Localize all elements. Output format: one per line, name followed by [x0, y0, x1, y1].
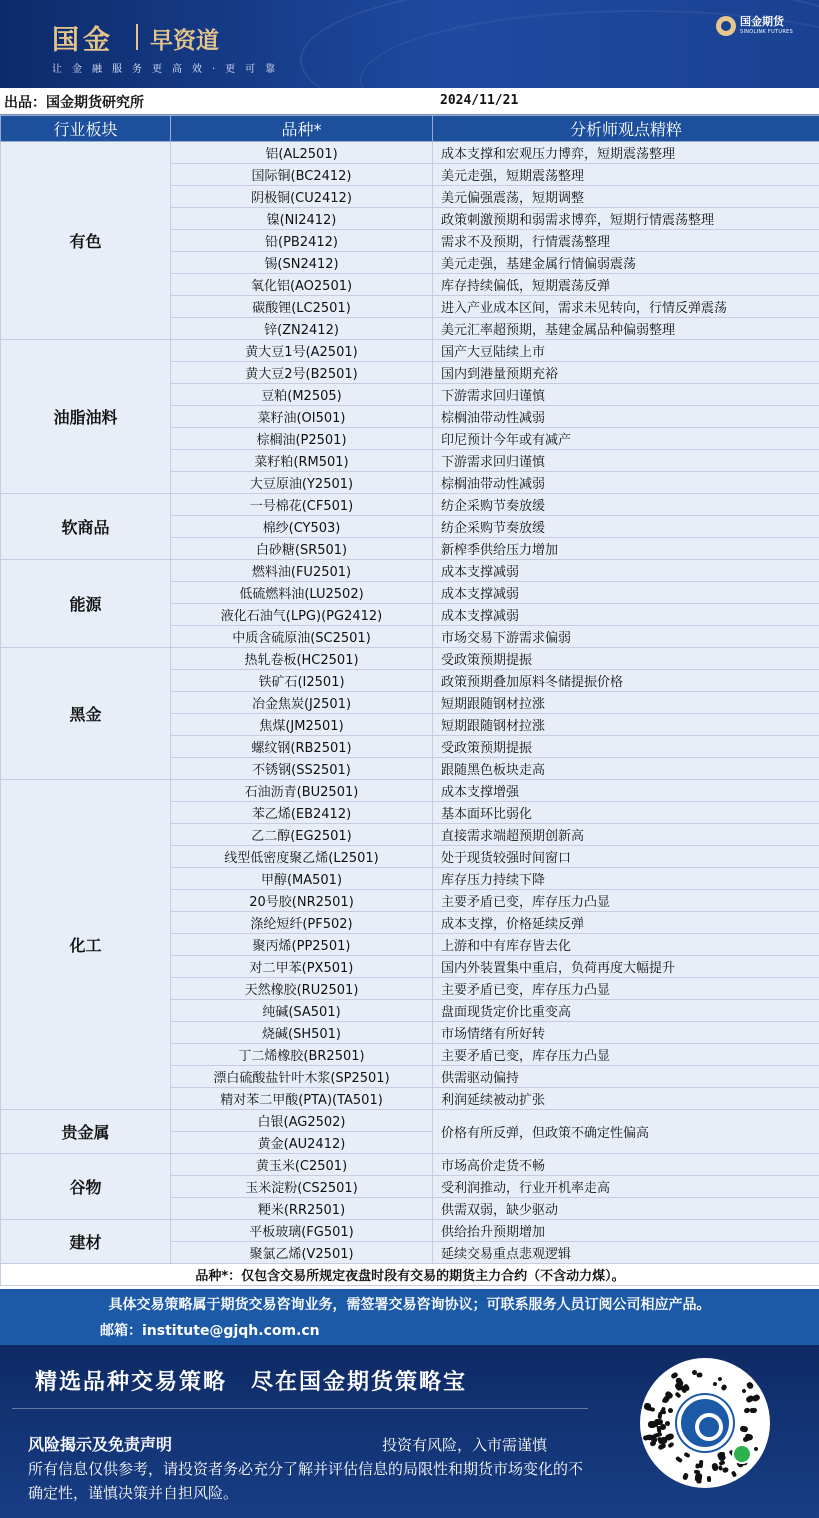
sector-cell: 贵金属 — [1, 1110, 171, 1154]
promo-banner: 精选品种交易策略 尽在国金期货策略宝 — [35, 1370, 468, 1395]
brand-mark-icon — [716, 16, 736, 36]
table-row — [1, 142, 819, 164]
qr-dot — [674, 1392, 681, 1399]
qr-dot — [722, 1467, 730, 1474]
slogan: 让金融服务更高效·更可靠 — [52, 64, 286, 75]
qr-dot — [654, 1423, 658, 1427]
view-cell: 跟随黑色板块走高 — [433, 758, 819, 780]
product-cell: 平板玻璃(FG501) — [171, 1220, 433, 1242]
view-cell: 印尼预计今年或有减产 — [433, 428, 819, 450]
view-cell: 下游需求回归谨慎 — [433, 450, 819, 472]
view-cell: 市场交易下游需求偏弱 — [433, 626, 819, 648]
product-cell: 铅(PB2412) — [171, 230, 433, 252]
product-cell: 黄大豆1号(A2501) — [171, 340, 433, 362]
product-cell: 黄玉米(C2501) — [171, 1154, 433, 1176]
view-cell: 棕榈油带动性减弱 — [433, 406, 819, 428]
qr-dot — [682, 1473, 689, 1481]
view-cell: 成本支撑减弱 — [433, 582, 819, 604]
view-cell: 成本支撑，价格延续反弹 — [433, 912, 819, 934]
table-row — [1, 1154, 819, 1176]
view-cell: 价格有所反弹，但政策不确定性偏高 — [433, 1110, 819, 1154]
product-cell: 燃料油(FU2501) — [171, 560, 433, 582]
view-cell: 基本面环比弱化 — [433, 802, 819, 824]
view-cell: 受政策预期提振 — [433, 736, 819, 758]
footnote-row — [1, 1264, 819, 1286]
qr-dot — [711, 1463, 719, 1472]
qr-dot — [667, 1407, 673, 1413]
sector-cell: 黑金 — [1, 648, 171, 780]
qr-dot — [744, 1432, 753, 1440]
table-row — [1, 1220, 819, 1242]
table-row — [1, 648, 819, 670]
product-cell: 白砂糖(SR501) — [171, 538, 433, 560]
qr-dot — [649, 1440, 656, 1447]
view-cell: 政策刺激预期和弱需求博弈，短期行情震荡整理 — [433, 208, 819, 230]
product-cell: 白银(AG2502) — [171, 1110, 433, 1132]
view-cell: 成本支撑和宏观压力博弈，短期震荡整理 — [433, 142, 819, 164]
brand-name-en: SINOLINK FUTURES — [740, 29, 794, 35]
product-cell: 涤纶短纤(PF502) — [171, 912, 433, 934]
view-cell: 国内外装置集中重启，负荷再度大幅提升 — [433, 956, 819, 978]
view-cell: 纺企采购节奏放缓 — [433, 494, 819, 516]
header-view: 分析师观点精粹 — [433, 116, 819, 142]
view-cell: 下游需求回归谨慎 — [433, 384, 819, 406]
sector-cell: 有色 — [1, 142, 171, 340]
product-cell: 聚丙烯(PP2501) — [171, 934, 433, 956]
contact-email[interactable]: 邮箱：institute@gjqh.com.cn — [100, 1323, 320, 1339]
product-cell: 阴极铜(CU2412) — [171, 186, 433, 208]
qr-dot — [699, 1459, 704, 1467]
logo-divider — [136, 24, 138, 50]
view-cell: 主要矛盾已变，库存压力凸显 — [433, 1044, 819, 1066]
product-cell: 低硫燃料油(LU2502) — [171, 582, 433, 604]
view-cell: 国内到港量预期充裕 — [433, 362, 819, 384]
table-row — [1, 340, 819, 362]
table-row — [1, 1110, 819, 1132]
view-cell: 处于现货较强时间窗口 — [433, 846, 819, 868]
view-cell: 政策预期叠加原料冬储提振价格 — [433, 670, 819, 692]
product-cell: 国际铜(BC2412) — [171, 164, 433, 186]
risk-title: 风险揭示及免责声明 — [28, 1435, 173, 1454]
qr-dot — [740, 1425, 749, 1432]
view-cell: 短期跟随钢材拉涨 — [433, 692, 819, 714]
strategy-table — [0, 115, 819, 1286]
view-cell: 利润延续被动扩张 — [433, 1088, 819, 1110]
qr-dot — [675, 1455, 683, 1462]
view-cell: 新榨季供给压力增加 — [433, 538, 819, 560]
product-cell: 碳酸锂(LC2501) — [171, 296, 433, 318]
product-cell: 石油沥青(BU2501) — [171, 780, 433, 802]
consult-notice: 具体交易策略属于期货交易咨询业务，需签署交易咨询协议；可联系服务人员订阅公司相应产品。 — [108, 1297, 711, 1313]
product-cell: 铁矿石(I2501) — [171, 670, 433, 692]
product-cell: 纯碱(SA501) — [171, 1000, 433, 1022]
publisher: 出品：国金期货研究所 — [4, 95, 144, 111]
table-header-row — [1, 116, 819, 142]
product-cell: 玉米淀粉(CS2501) — [171, 1176, 433, 1198]
product-cell: 大豆原油(Y2501) — [171, 472, 433, 494]
product-cell: 镍(NI2412) — [171, 208, 433, 230]
view-cell: 盘面现货定价比重变高 — [433, 1000, 819, 1022]
product-cell: 烧碱(SH501) — [171, 1022, 433, 1044]
divider — [12, 1408, 588, 1409]
brand-name-cn: 国金期货 — [740, 15, 784, 28]
qr-dot — [721, 1383, 728, 1391]
qr-dot — [707, 1476, 711, 1482]
product-cell: 棉纱(CY503) — [171, 516, 433, 538]
product-cell: 漂白硫酸盐针叶木浆(SP2501) — [171, 1066, 433, 1088]
view-cell: 成本支撑减弱 — [433, 604, 819, 626]
view-cell: 成本支撑减弱 — [433, 560, 819, 582]
header-product: 品种* — [171, 116, 433, 142]
product-cell: 螺纹钢(RB2501) — [171, 736, 433, 758]
table-row — [1, 780, 819, 802]
qr-dot — [696, 1373, 703, 1379]
product-cell: 锡(SN2412) — [171, 252, 433, 274]
view-cell: 进入产业成本区间，需求未见转向，行情反弹震荡 — [433, 296, 819, 318]
view-cell: 供需驱动偏持 — [433, 1066, 819, 1088]
footer — [0, 1289, 819, 1518]
qr-dot — [716, 1451, 726, 1462]
qr-dot — [745, 1381, 754, 1390]
view-cell: 主要矛盾已变，库存压力凸显 — [433, 978, 819, 1000]
view-cell: 直接需求端超预期创新高 — [433, 824, 819, 846]
view-cell: 国产大豆陆续上市 — [433, 340, 819, 362]
sector-cell: 油脂油料 — [1, 340, 171, 494]
disclaimer: 所有信息仅供参考，请投资者务必充分了解并评估信息的局限性和期货市场变化的不确定性，谨慎决策并自担风险。 — [28, 1460, 584, 1502]
product-cell: 黄大豆2号(B2501) — [171, 362, 433, 384]
view-cell: 美元偏强震荡，短期调整 — [433, 186, 819, 208]
product-cell: 线型低密度聚乙烯(L2501) — [171, 846, 433, 868]
wechat-icon — [732, 1444, 752, 1464]
product-cell: 菜籽油(OI501) — [171, 406, 433, 428]
qr-dot — [753, 1446, 758, 1451]
qr-logo-icon — [677, 1395, 733, 1451]
product-cell: 菜籽粕(RM501) — [171, 450, 433, 472]
qr-dot — [717, 1376, 722, 1381]
info-bar — [0, 88, 819, 115]
view-cell: 供给抬升预期增加 — [433, 1220, 819, 1242]
report-date: 2024/11/21 — [440, 93, 519, 108]
view-cell: 纺企采购节奏放缓 — [433, 516, 819, 538]
product-cell: 黄金(AU2412) — [171, 1132, 433, 1154]
sector-cell: 化工 — [1, 780, 171, 1110]
product-cell: 20号胶(NR2501) — [171, 890, 433, 912]
product-cell: 中质含硫原油(SC2501) — [171, 626, 433, 648]
view-cell: 市场高价走货不畅 — [433, 1154, 819, 1176]
qr-dot — [730, 1471, 736, 1478]
product-cell: 焦煤(JM2501) — [171, 714, 433, 736]
view-cell: 美元汇率超预期，基建金属品种偏弱整理 — [433, 318, 819, 340]
logo-text: 国金 — [52, 25, 114, 56]
view-cell: 上游和中有库存皆去化 — [433, 934, 819, 956]
product-cell: 冶金焦炭(J2501) — [171, 692, 433, 714]
sector-cell: 谷物 — [1, 1154, 171, 1220]
view-cell: 供需双弱，缺少驱动 — [433, 1198, 819, 1220]
view-cell: 受政策预期提振 — [433, 648, 819, 670]
view-cell: 延续交易重点悲观逻辑 — [433, 1242, 819, 1264]
product-cell: 粳米(RR2501) — [171, 1198, 433, 1220]
product-cell: 液化石油气(LPG)(PG2412) — [171, 604, 433, 626]
product-cell: 对二甲苯(PX501) — [171, 956, 433, 978]
risk-warning: 投资有风险，入市需谨慎 — [382, 1436, 548, 1454]
view-cell: 库存持续偏低，短期震荡反弹 — [433, 274, 819, 296]
view-cell: 美元走强，基建金属行情偏弱震荡 — [433, 252, 819, 274]
view-cell: 市场情绪有所好转 — [433, 1022, 819, 1044]
product-cell: 豆粕(M2505) — [171, 384, 433, 406]
product-cell: 氧化铝(AO2501) — [171, 274, 433, 296]
product-cell: 一号棉花(CF501) — [171, 494, 433, 516]
product-cell: 锌(ZN2412) — [171, 318, 433, 340]
product-cell: 不锈钢(SS2501) — [171, 758, 433, 780]
qr-dot — [694, 1473, 702, 1483]
table-row — [1, 494, 819, 516]
sector-cell: 能源 — [1, 560, 171, 648]
product-cell: 热轧卷板(HC2501) — [171, 648, 433, 670]
view-cell: 成本支撑增强 — [433, 780, 819, 802]
product-cell: 苯乙烯(EB2412) — [171, 802, 433, 824]
qr-dot — [667, 1442, 674, 1449]
product-cell: 聚氯乙烯(V2501) — [171, 1242, 433, 1264]
qr-dot — [741, 1389, 747, 1395]
footnote: 品种*：仅包含交易所规定夜盘时段有交易的期货主力合约（不含动力煤）。 — [1, 1264, 819, 1286]
qr-dot — [646, 1406, 656, 1412]
qr-dot — [684, 1452, 691, 1458]
qr-dot — [712, 1382, 717, 1387]
view-cell: 主要矛盾已变，库存压力凸显 — [433, 890, 819, 912]
view-cell: 库存压力持续下降 — [433, 868, 819, 890]
qr-dot — [665, 1421, 670, 1426]
header-banner — [0, 0, 819, 88]
product-cell: 铝(AL2501) — [171, 142, 433, 164]
brand-logo — [716, 14, 793, 38]
header-sector: 行业板块 — [1, 116, 171, 142]
view-cell: 需求不及预期，行情震荡整理 — [433, 230, 819, 252]
column-title: 早资道 — [150, 28, 219, 54]
product-cell: 棕榈油(P2501) — [171, 428, 433, 450]
view-cell: 受利润推动，行业开机率走高 — [433, 1176, 819, 1198]
product-cell: 甲醇(MA501) — [171, 868, 433, 890]
product-cell: 乙二醇(EG2501) — [171, 824, 433, 846]
sector-cell: 软商品 — [1, 494, 171, 560]
product-cell: 丁二烯橡胶(BR2501) — [171, 1044, 433, 1066]
table-row — [1, 560, 819, 582]
view-cell: 美元走强，短期震荡整理 — [433, 164, 819, 186]
sector-cell: 建材 — [1, 1220, 171, 1264]
qr-dot — [743, 1407, 750, 1413]
view-cell: 棕榈油带动性减弱 — [433, 472, 819, 494]
view-cell: 短期跟随钢材拉涨 — [433, 714, 819, 736]
product-cell: 精对苯二甲酸(PTA)(TA501) — [171, 1088, 433, 1110]
product-cell: 天然橡胶(RU2501) — [171, 978, 433, 1000]
qr-code[interactable] — [640, 1358, 770, 1488]
